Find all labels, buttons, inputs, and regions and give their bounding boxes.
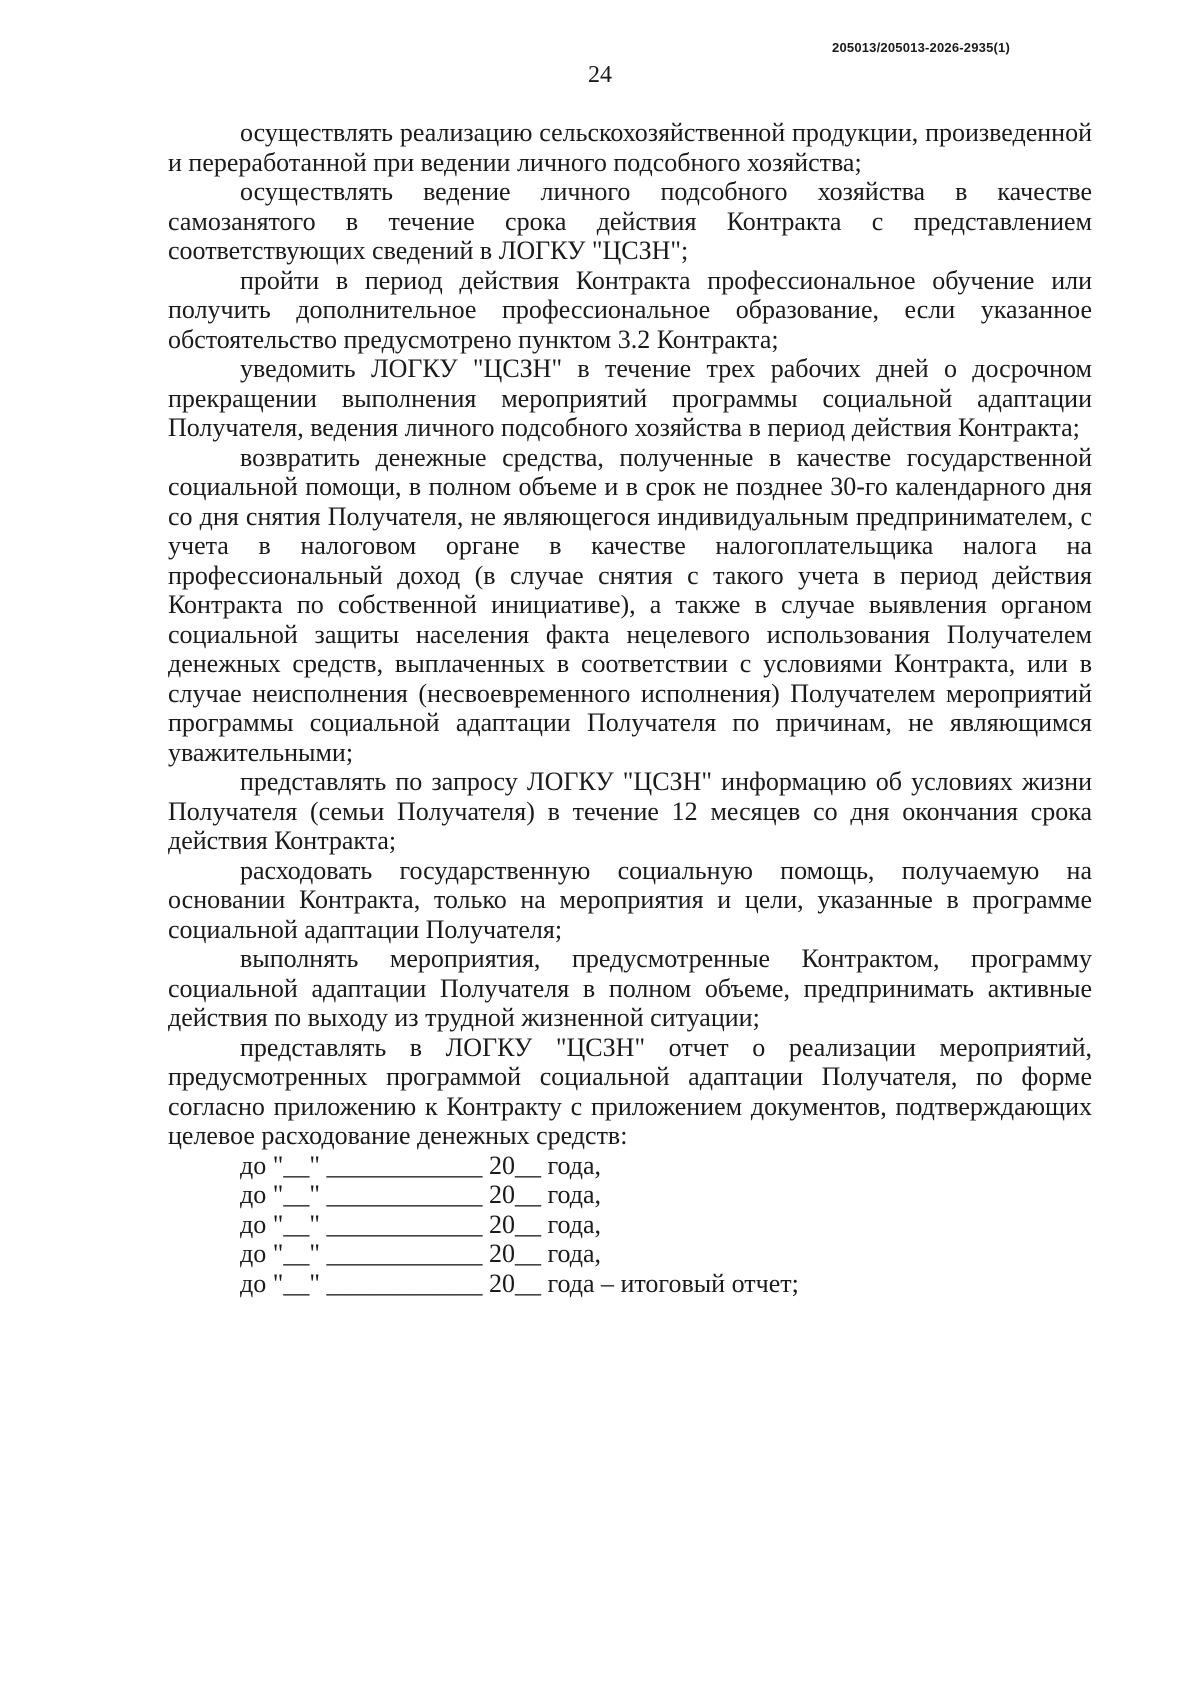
report-deadline-list	[168, 1151, 1092, 1299]
document-registration-number: 205013/205013-2026-2935(1)	[832, 40, 1010, 55]
paragraph-living-conditions-info: представлять по запросу ЛОГКУ "ЦСЗН" информацию об условиях жизни Получателя (семьи Получателя) в течение 12 месяцев со дня окончания срока действия Контракта;	[168, 767, 1092, 855]
document-body	[168, 118, 1092, 1298]
report-deadline-row: до "__" ____________ 20__ года,	[240, 1239, 601, 1268]
paragraph-professional-training: пройти в период действия Контракта профессиональное обучение или получить дополнительное профессиональное образование, если указанное обстоятельство предусмотрено пунктом 3.2 Контракта;	[168, 265, 1092, 354]
paragraph-sale-of-produce: осуществлять реализацию сельскохозяйственной продукции, произведенной и переработанной при ведении личного подсобного хозяйства;	[168, 118, 1092, 177]
paragraph-report-submission: представлять в ЛОГКУ "ЦСЗН" отчет о реализации мероприятий, предусмотренных программой социальной адаптации Получателя, по форме согласно приложению к Контракту с приложением документов, подтверждающих целевое расходование денежных средств:	[168, 1032, 1092, 1150]
report-deadline-row: до "__" ____________ 20__ года,	[240, 1209, 601, 1239]
paragraph-spending-of-aid: расходовать государственную социальную помощь, получаемую на основании Контракта, только на мероприятия и цели, указанные в программе социальной адаптации Получателя;	[168, 855, 1092, 944]
report-deadline-row-final: до "__" ____________ 20__ года – итоговый отчет;	[240, 1268, 799, 1298]
paragraph-perform-measures: выполнять мероприятия, предусмотренные Контрактом, программу социальной адаптации Получателя в полном объеме, предпринимать активные действия по выходу из трудной жизненной ситуации;	[168, 944, 1092, 1032]
paragraph-self-employment: осуществлять ведение личного подсобного хозяйства в качестве самозанятого в течение срока действия Контракта с представлением соответствующих сведений в ЛОГКУ "ЦСЗН";	[168, 177, 1092, 265]
paragraph-refund-of-funds: возвратить денежные средства, полученные в качестве государственной социальной помощи, в полном объеме и в срок не позднее 30-го календарного дня со дня снятия Получателя, не являющегося индивидуальным предпринимателем, с учета в налоговом органе в качестве налогоплательщика налога на профессиональный доход (в случае снятия с такого учета в период действия Контракта по собственной инициативе), а также в случае выявления органом социальной защиты населения факта нецелевого использования Получателем денежных средств, выплаченных в соответствии с условиями Контракта, или в случае неисполнения (несвоевременного исполнения) Получателем мероприятий программы социальной адаптации Получателя по причинам, не являющимся уважительными;	[168, 442, 1092, 767]
page-number: 24	[588, 62, 612, 88]
paragraph-early-termination-notice: уведомить ЛОГКУ "ЦСЗН" в течение трех рабочих дней о досрочном прекращении выполнения мероприятий программы социальной адаптации Получателя, ведения личного подсобного хозяйства в период действия Контракта;	[168, 354, 1092, 442]
report-deadline-row: до "__" ____________ 20__ года,	[240, 1180, 601, 1209]
report-deadline-row: до "__" ____________ 20__ года,	[240, 1150, 601, 1180]
